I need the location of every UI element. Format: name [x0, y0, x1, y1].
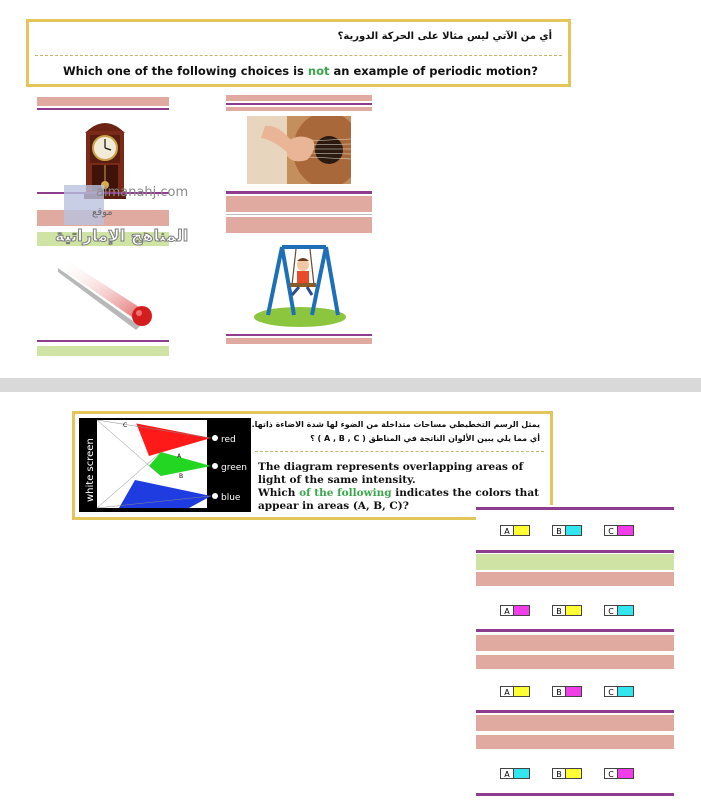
watermark-arabic-large: المناهج الإماراتية [55, 226, 189, 245]
answer-option-1[interactable] [500, 524, 656, 536]
option4-bottom-rule [226, 334, 372, 336]
option-a-choice [500, 605, 530, 616]
green-light-label: green [221, 463, 247, 473]
question2-box [72, 411, 553, 520]
option-letter: B [552, 605, 566, 616]
child-on-swing-image [252, 243, 348, 329]
region-c-label: C [123, 422, 128, 429]
answer-green-bar [476, 554, 674, 570]
option-letter: B [552, 686, 566, 697]
color-swatch [566, 605, 582, 616]
option-letter: C [604, 525, 618, 536]
option2-mid-bar-2 [226, 217, 372, 233]
option2-mid-bar [226, 196, 372, 212]
region-b-label: B [179, 473, 184, 480]
question2-arabic-line1: يمثل الرسم التخطيطي مساحات متداخلة من الضوء لها شدة الاضاءة ذاتها. [251, 420, 540, 429]
option-a-choice [500, 686, 530, 697]
color-swatch [618, 768, 634, 779]
option-letter: A [500, 686, 514, 697]
color-swatch [618, 605, 634, 616]
white-screen-label: white screen [85, 438, 96, 502]
highlight-of-the-following: of the following [299, 487, 392, 499]
option4-bottom-bar [226, 338, 372, 344]
option-c-choice [604, 605, 634, 616]
option-letter: B [552, 768, 566, 779]
option-a-choice [500, 525, 530, 536]
answer-rule-2 [476, 629, 674, 632]
page-separator [0, 378, 701, 392]
option-letter: A [500, 525, 514, 536]
option-b-choice [552, 525, 582, 536]
question1-arabic: أي من الآتي ليس مثالا على الحركة الدورية؟ [337, 31, 552, 42]
light-overlap-diagram [79, 418, 251, 512]
answer-pink-bar-5 [476, 735, 674, 749]
answer-rule-3 [476, 710, 674, 713]
option2-top-rule [226, 103, 372, 105]
color-swatch [514, 768, 530, 779]
option-b-choice [552, 686, 582, 697]
option-letter: C [604, 686, 618, 697]
color-swatch [514, 525, 530, 536]
option1-top-bar [37, 97, 169, 106]
highlight-not: not [307, 64, 330, 78]
answer-options-panel [476, 505, 674, 800]
option2-top-bar-2 [226, 107, 372, 111]
option-letter: A [500, 605, 514, 616]
question1-divider [35, 55, 562, 56]
option-b-choice [552, 605, 582, 616]
question1-english: Which one of the following choices is not an example of periodic motion? [63, 64, 538, 78]
answer-pink-bar-3 [476, 655, 674, 669]
answer-option-2[interactable] [500, 604, 656, 616]
color-swatch [566, 768, 582, 779]
blue-light-label: blue [221, 493, 241, 503]
option-letter: B [552, 525, 566, 536]
option-c-choice [604, 686, 634, 697]
watermark-site: almanahj.com [96, 185, 189, 200]
watermark-arabic-small: موقع [92, 207, 113, 218]
region-a-label: A [177, 453, 182, 460]
question2-arabic-line2: أي مما يلي يبين الألوان الناتجة في المناطق ( A , B , C ) ؟ [310, 434, 540, 443]
option1-top-rule [37, 108, 169, 110]
option-letter: C [604, 605, 618, 616]
question1-box [26, 19, 571, 87]
option2-mid-line [226, 214, 372, 215]
answer-rule-1 [476, 550, 674, 553]
color-swatch [566, 525, 582, 536]
moving-ball-image [58, 258, 158, 332]
option2-mid-rule [226, 191, 372, 194]
option-letter: C [604, 768, 618, 779]
answer-bottom-rule [476, 793, 674, 796]
color-swatch [566, 686, 582, 697]
option3-bottom-bar [37, 346, 169, 356]
option-a-choice [500, 768, 530, 779]
answer-pink-bar-4 [476, 715, 674, 731]
answer-option-4[interactable] [500, 767, 656, 779]
color-swatch [618, 525, 634, 536]
option-letter: A [500, 768, 514, 779]
answer-pink-bar-1 [476, 572, 674, 586]
question2-english: The diagram represents overlapping areas of light of the same intensity. Which of the following indicates the colors that appear in areas (A, B, C)? [258, 461, 539, 512]
answer-option-3[interactable] [500, 685, 656, 697]
option3-bottom-rule [37, 340, 169, 342]
option-c-choice [604, 768, 634, 779]
question2-divider [255, 451, 544, 452]
option-c-choice [604, 525, 634, 536]
answer-pink-bar-2 [476, 635, 674, 651]
red-light-label: red [221, 435, 236, 445]
answer-top-rule [476, 507, 674, 510]
option2-top-bar [226, 95, 372, 101]
option-b-choice [552, 768, 582, 779]
color-swatch [618, 686, 634, 697]
guitar-strumming-image [247, 116, 351, 184]
color-swatch [514, 605, 530, 616]
color-swatch [514, 686, 530, 697]
